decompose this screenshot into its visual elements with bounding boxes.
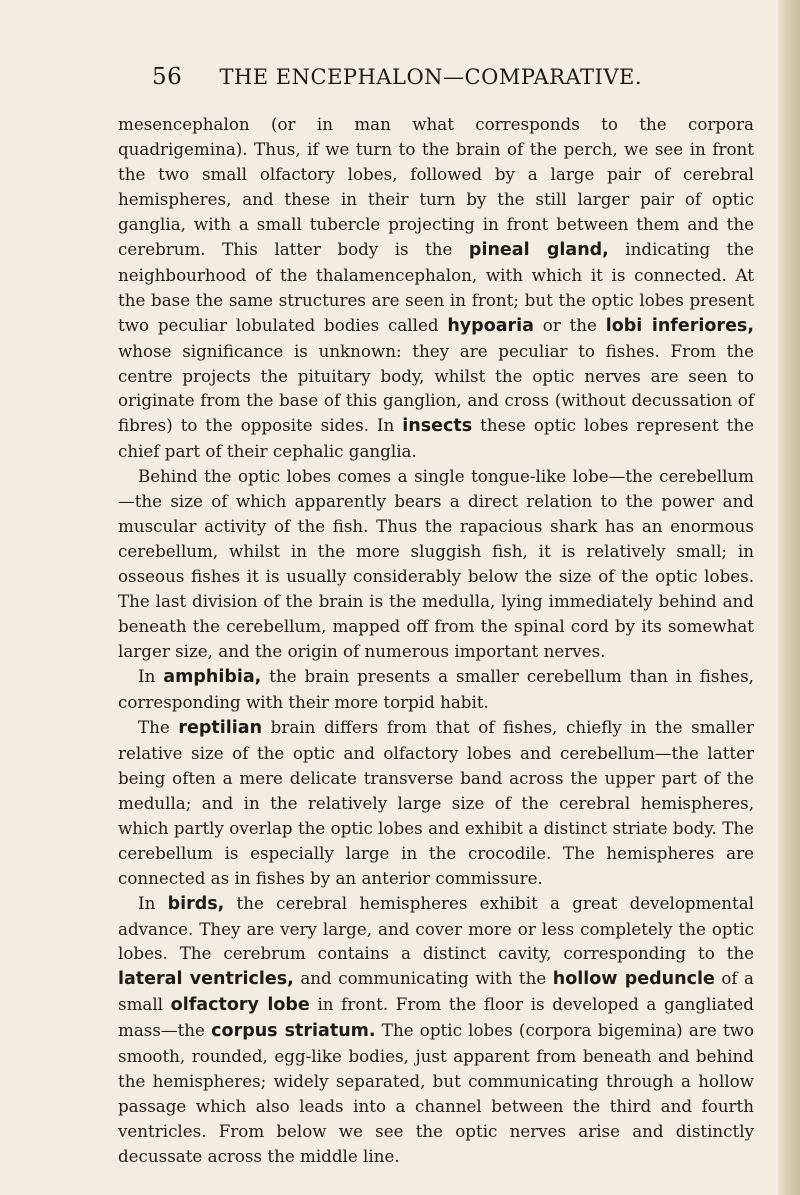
bold-term: lobi inferiores, [605, 315, 754, 336]
text-run: The [138, 716, 179, 737]
bold-term: hollow peduncle [552, 969, 715, 990]
text-run: indicating the neighbourhood of the thalamencephalon, with which it is connected. At the base the same structures are seen in front; but the optic lobes present two peculiar lobulated bodies called [118, 238, 754, 335]
bold-term: reptilian [178, 717, 263, 738]
text-run: these optic lobes represent the chief part of their cephalic ganglia. [118, 415, 754, 462]
text-run: The optic lobes (corpora bigemina) are two smooth, rounded, egg-like bodies, just apparent from beneath and behind the hemispheres; widely separated, but communicating through a hollow passage which also leads into a channel between the third and fourth ventricles. From below we see the optic nerves arise and distinctly decussate across the middle line. [118, 1020, 754, 1167]
text-run: the cerebral hemispheres exhibit a great developmental advance. They are very large, and cover more or less completely the optic lobes. The cerebrum contains a distinct cavity, corresponding to the [118, 892, 754, 964]
page-edge [778, 0, 800, 1195]
paragraph [118, 112, 754, 464]
paragraph [118, 464, 754, 664]
text-run: brain differs from that of fishes, chiefly in the smaller relative size of the optic and olfactory lobes and cerebellum—the latter being often a mere delicate transverse band across the upper part of the medulla; and in the relatively large size of the cerebral hemispheres, which partly overlap the optic lobes and exhibit a distinct striate body. The cerebellum is especially large in the crocodile. The hemispheres are connected as in fishes by an anterior commissure. [118, 716, 754, 888]
text-run: mesencephalon (or in man what corresponds to the corpora quadrigemina). Thus, if we turn to the brain of the perch, we see in front the two small olfactory lobes, followed by a large pair of cerebral hemispheres, and these in their turn by the still larger pair of optic ganglia, with a small tubercle projecting in front between them and the cerebrum. This latter body is the [118, 114, 754, 259]
bold-term: birds, [167, 893, 225, 914]
bold-term: corpus striatum. [211, 1021, 376, 1042]
text-run: whose significance is unknown: they are peculiar to fishes. From the centre projects the pituitary body, whilst the optic nerves are seen to originate from the base of this ganglion, and cross (without decussation of fibres) to the opposite sides. In [118, 340, 754, 436]
text-run: and communicating with the [293, 968, 553, 989]
text-run: in front. From the floor is developed a gangliated mass—the [118, 994, 754, 1041]
bold-term: olfactory lobe [170, 995, 310, 1016]
text-run: the brain presents a smaller cerebellum than in fishes, corresponding with their more torpid habit. [118, 665, 754, 712]
text-run: In [138, 892, 168, 913]
running-title: THE ENCEPHALON—COMPARATIVE. [219, 65, 642, 89]
bold-term: hypoaria [447, 315, 534, 336]
bold-term: pineal gland, [468, 239, 609, 260]
bold-term: amphibia, [163, 666, 262, 687]
body-text [118, 112, 754, 1169]
text-run: or the [533, 314, 606, 335]
page-number: 56 [152, 64, 183, 90]
text-run: In [138, 665, 164, 686]
paragraph [118, 891, 754, 1169]
paragraph [118, 715, 754, 891]
page-header [152, 64, 752, 90]
bold-term: insects [402, 416, 473, 437]
bold-term: lateral ventricles, [118, 969, 294, 990]
text-run: of a small [118, 968, 754, 1015]
paragraph [118, 664, 754, 715]
text-run: Behind the optic lobes comes a single tongue-like lobe—the cerebellum—the size of which apparently bears a direct relation to the power and muscular activity of the fish. Thus the rapacious shark has an enormous cerebellum, whilst in the more sluggish fish, it is relatively small; in osseous fishes it is usually considerably below the size of the optic lobes. The last division of the brain is the medulla, lying immediately behind and beneath the cerebellum, mapped off from the spinal cord by its somewhat larger size, and the origin of numerous important nerves. [118, 466, 754, 662]
